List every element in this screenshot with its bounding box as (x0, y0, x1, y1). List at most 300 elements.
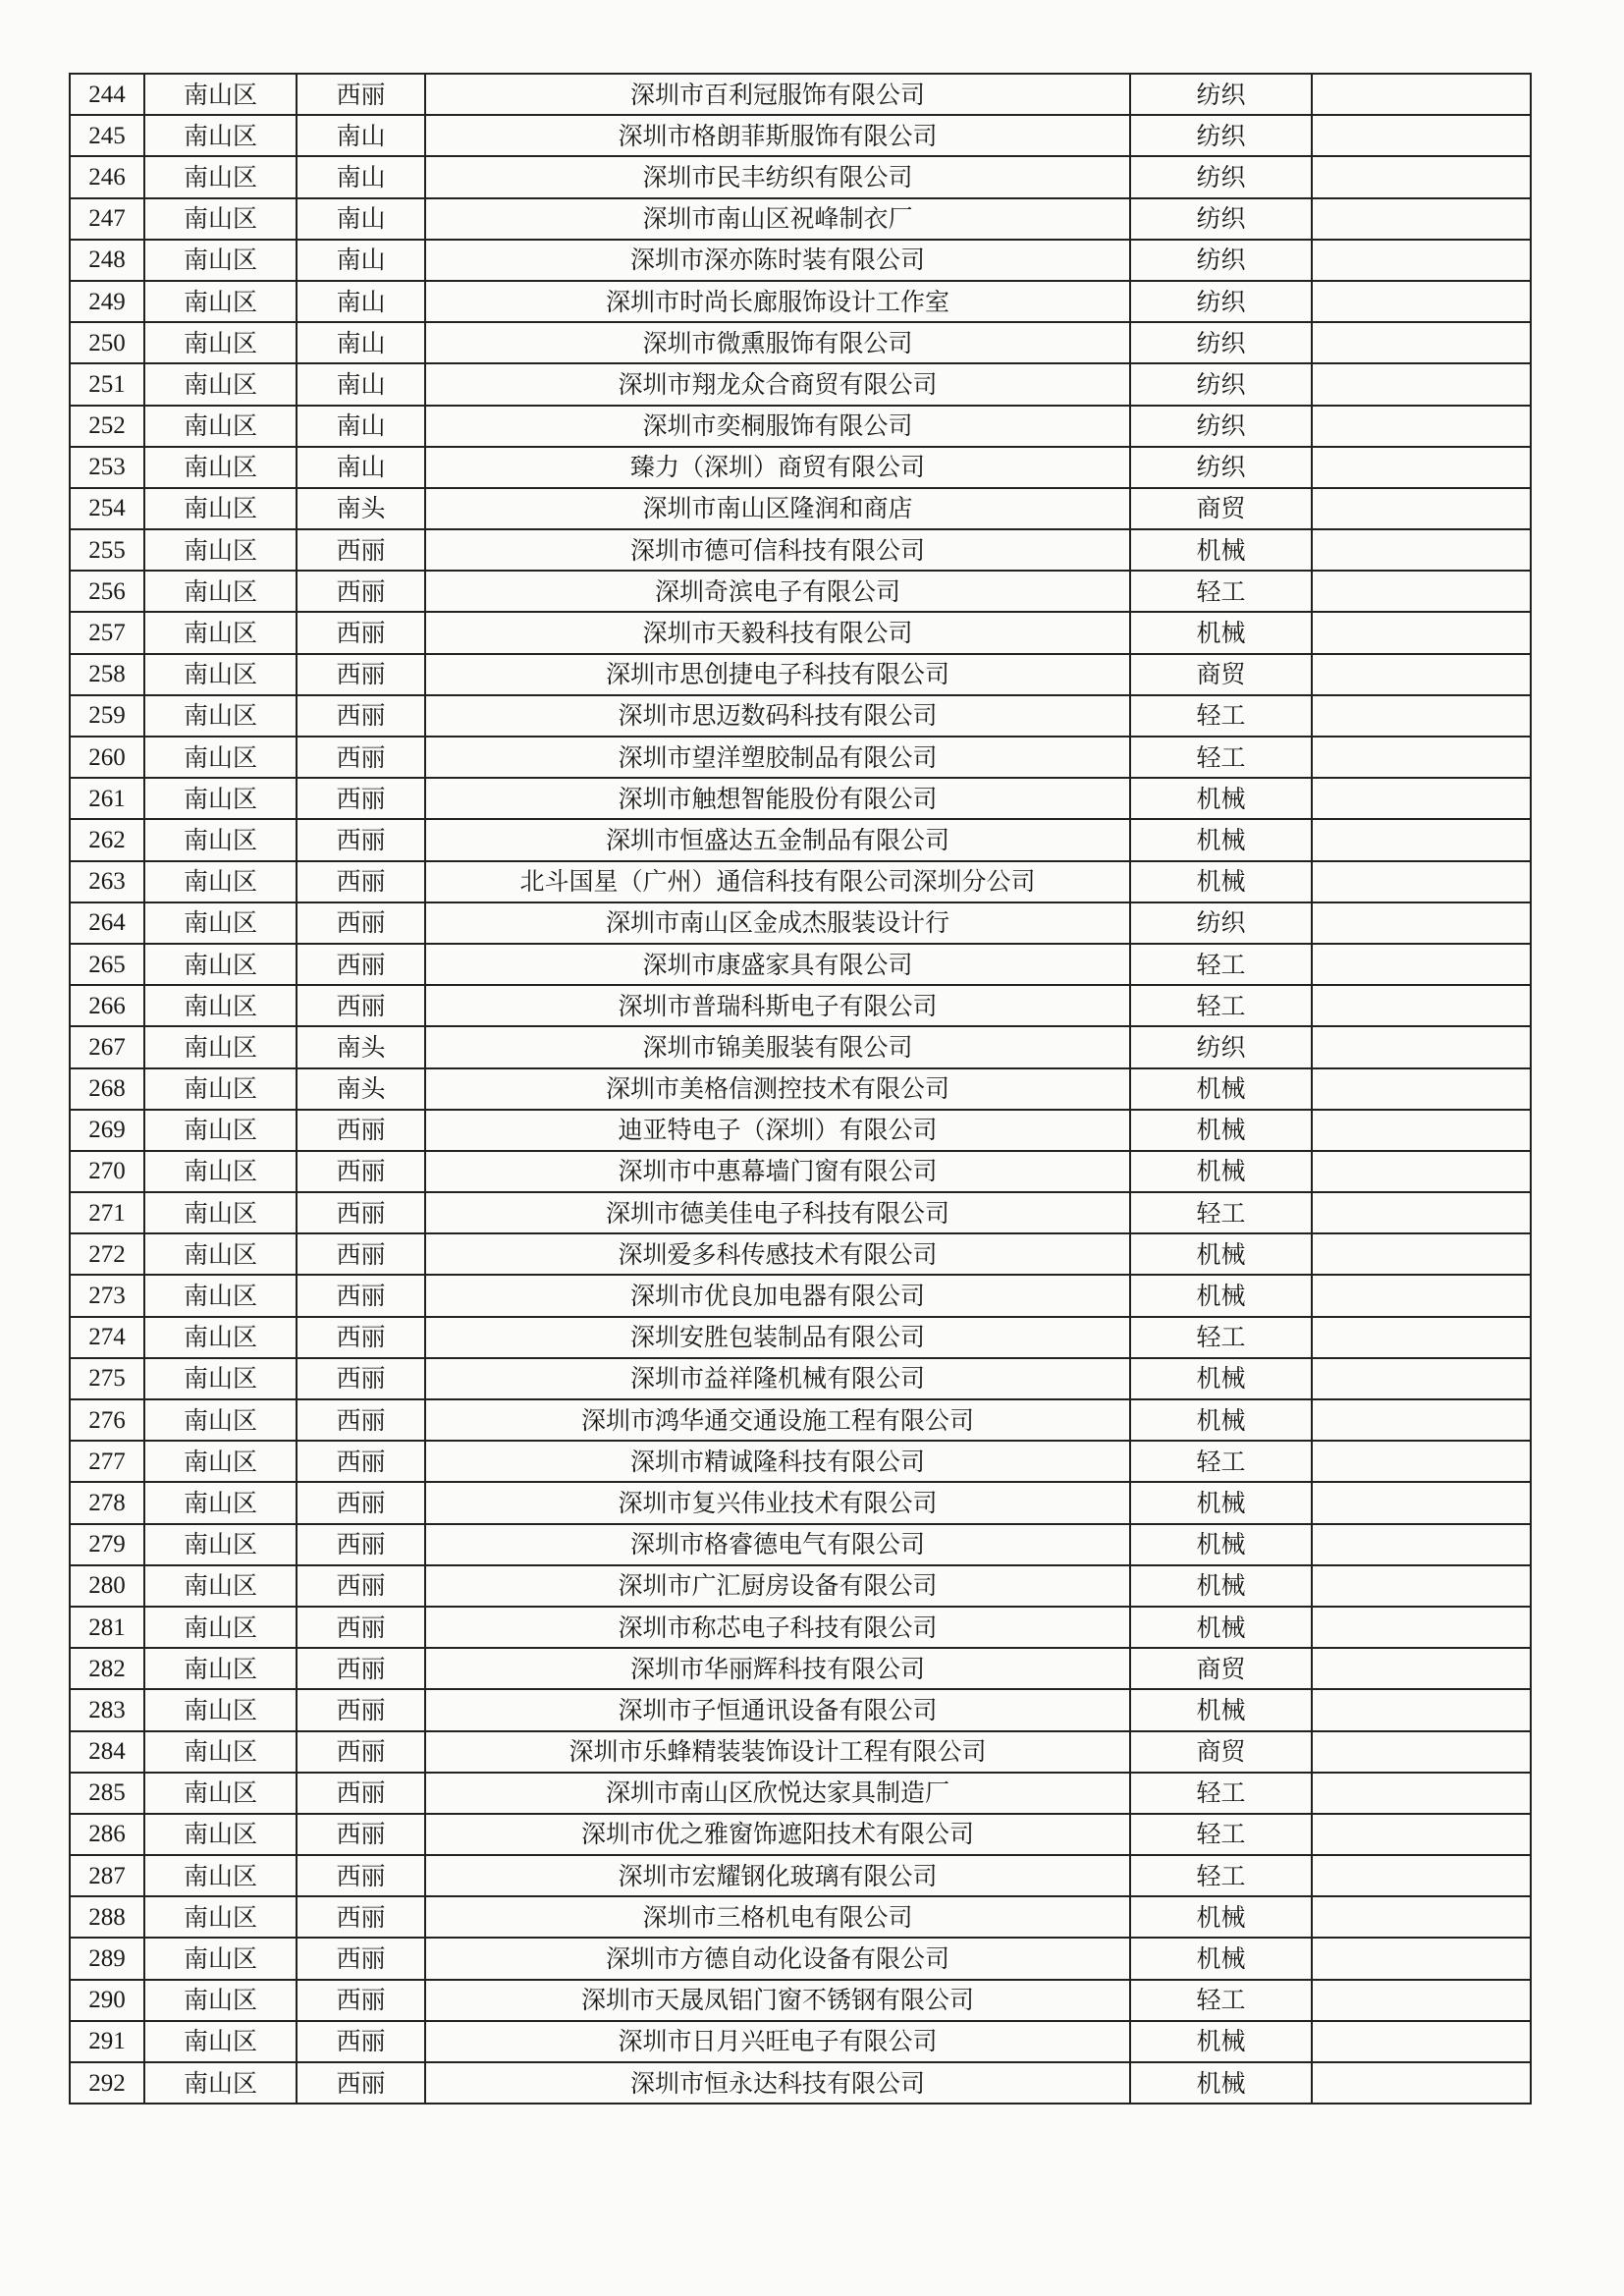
company-name-cell: 深圳市南山区祝峰制衣厂 (425, 198, 1130, 240)
subdistrict-cell: 西丽 (297, 1896, 425, 1938)
remarks-cell (1312, 1814, 1531, 1855)
table-row (70, 1358, 1531, 1399)
remarks-cell (1312, 985, 1531, 1026)
industry-cell: 机械 (1130, 819, 1312, 860)
subdistrict-cell: 南山 (297, 281, 425, 322)
company-name-cell: 深圳市美格信测控技术有限公司 (425, 1068, 1130, 1110)
industry-cell: 商贸 (1130, 488, 1312, 529)
industry-cell: 轻工 (1130, 1317, 1312, 1358)
subdistrict-cell: 西丽 (297, 1151, 425, 1192)
company-name-cell: 迪亚特电子（深圳）有限公司 (425, 1110, 1130, 1151)
remarks-cell (1312, 1648, 1531, 1689)
company-name-cell: 深圳市广汇厨房设备有限公司 (425, 1565, 1130, 1607)
industry-cell: 机械 (1130, 1896, 1312, 1938)
table-row (70, 1980, 1531, 2021)
district-cell: 南山区 (144, 1689, 297, 1730)
subdistrict-cell: 南山 (297, 406, 425, 447)
industry-cell: 轻工 (1130, 1814, 1312, 1855)
subdistrict-cell: 西丽 (297, 1814, 425, 1855)
district-cell: 南山区 (144, 819, 297, 860)
row-number-cell: 262 (70, 819, 144, 860)
subdistrict-cell: 西丽 (297, 695, 425, 737)
subdistrict-cell: 西丽 (297, 612, 425, 653)
table-row (70, 240, 1531, 281)
subdistrict-cell: 西丽 (297, 1233, 425, 1275)
industry-cell: 轻工 (1130, 944, 1312, 985)
table-row (70, 985, 1531, 1026)
row-number-cell: 263 (70, 861, 144, 902)
district-cell: 南山区 (144, 363, 297, 405)
remarks-cell (1312, 612, 1531, 653)
remarks-cell (1312, 1110, 1531, 1151)
subdistrict-cell: 西丽 (297, 1192, 425, 1233)
company-name-cell: 深圳市普瑞科斯电子有限公司 (425, 985, 1130, 1026)
remarks-cell (1312, 1399, 1531, 1441)
table-row (70, 1773, 1531, 1814)
company-name-cell: 深圳市乐蜂精装装饰设计工程有限公司 (425, 1731, 1130, 1773)
company-name-cell: 深圳市思迈数码科技有限公司 (425, 695, 1130, 737)
district-cell: 南山区 (144, 1026, 297, 1067)
table-row (70, 571, 1531, 612)
subdistrict-cell: 西丽 (297, 1980, 425, 2021)
row-number-cell: 287 (70, 1855, 144, 1896)
row-number-cell: 288 (70, 1896, 144, 1938)
remarks-cell (1312, 819, 1531, 860)
row-number-cell: 254 (70, 488, 144, 529)
company-name-cell: 深圳市深亦陈时装有限公司 (425, 240, 1130, 281)
industry-cell: 机械 (1130, 1565, 1312, 1607)
row-number-cell: 280 (70, 1565, 144, 1607)
remarks-cell (1312, 322, 1531, 363)
remarks-cell (1312, 695, 1531, 737)
table-row (70, 1607, 1531, 1648)
row-number-cell: 274 (70, 1317, 144, 1358)
industry-cell: 纺织 (1130, 363, 1312, 405)
company-name-cell: 深圳市恒盛达五金制品有限公司 (425, 819, 1130, 860)
row-number-cell: 283 (70, 1689, 144, 1730)
company-name-cell: 深圳市翔龙众合商贸有限公司 (425, 363, 1130, 405)
table-row (70, 1233, 1531, 1275)
district-cell: 南山区 (144, 1110, 297, 1151)
company-name-cell: 深圳市奕桐服饰有限公司 (425, 406, 1130, 447)
subdistrict-cell: 西丽 (297, 1565, 425, 1607)
remarks-cell (1312, 488, 1531, 529)
subdistrict-cell: 西丽 (297, 737, 425, 778)
table-row (70, 1565, 1531, 1607)
company-name-cell: 深圳市民丰纺织有限公司 (425, 156, 1130, 197)
company-name-cell: 深圳市天毅科技有限公司 (425, 612, 1130, 653)
table-row (70, 1896, 1531, 1938)
row-number-cell: 247 (70, 198, 144, 240)
table-row (70, 861, 1531, 902)
subdistrict-cell: 西丽 (297, 74, 425, 115)
remarks-cell (1312, 1068, 1531, 1110)
district-cell: 南山区 (144, 240, 297, 281)
remarks-cell (1312, 1317, 1531, 1358)
industry-cell: 轻工 (1130, 1192, 1312, 1233)
remarks-cell (1312, 1607, 1531, 1648)
industry-cell: 机械 (1130, 1068, 1312, 1110)
row-number-cell: 244 (70, 74, 144, 115)
company-name-cell: 深圳市日月兴旺电子有限公司 (425, 2021, 1130, 2062)
remarks-cell (1312, 1151, 1531, 1192)
district-cell: 南山区 (144, 1731, 297, 1773)
industry-cell: 机械 (1130, 1151, 1312, 1192)
row-number-cell: 275 (70, 1358, 144, 1399)
row-number-cell: 269 (70, 1110, 144, 1151)
subdistrict-cell: 西丽 (297, 1607, 425, 1648)
company-name-cell: 深圳市益祥隆机械有限公司 (425, 1358, 1130, 1399)
company-name-cell: 深圳市时尚长廊服饰设计工作室 (425, 281, 1130, 322)
subdistrict-cell: 南头 (297, 488, 425, 529)
remarks-cell (1312, 571, 1531, 612)
subdistrict-cell: 西丽 (297, 2021, 425, 2062)
remarks-cell (1312, 2021, 1531, 2062)
remarks-cell (1312, 1855, 1531, 1896)
row-number-cell: 281 (70, 1607, 144, 1648)
table-row (70, 447, 1531, 488)
table-row (70, 1855, 1531, 1896)
industry-cell: 纺织 (1130, 281, 1312, 322)
industry-cell: 纺织 (1130, 74, 1312, 115)
subdistrict-cell: 南头 (297, 1026, 425, 1067)
district-cell: 南山区 (144, 1565, 297, 1607)
remarks-cell (1312, 944, 1531, 985)
table-row (70, 1482, 1531, 1523)
subdistrict-cell: 西丽 (297, 778, 425, 819)
table-row (70, 1026, 1531, 1067)
table-row (70, 737, 1531, 778)
subdistrict-cell: 南山 (297, 240, 425, 281)
row-number-cell: 249 (70, 281, 144, 322)
company-name-cell: 深圳市百利冠服饰有限公司 (425, 74, 1130, 115)
district-cell: 南山区 (144, 1607, 297, 1648)
remarks-cell (1312, 1358, 1531, 1399)
table-row (70, 156, 1531, 197)
table-body (70, 74, 1531, 2104)
subdistrict-cell: 西丽 (297, 902, 425, 944)
company-name-cell: 臻力（深圳）商贸有限公司 (425, 447, 1130, 488)
industry-cell: 纺织 (1130, 406, 1312, 447)
subdistrict-cell: 西丽 (297, 944, 425, 985)
row-number-cell: 253 (70, 447, 144, 488)
row-number-cell: 289 (70, 1938, 144, 1979)
district-cell: 南山区 (144, 115, 297, 156)
district-cell: 南山区 (144, 1896, 297, 1938)
remarks-cell (1312, 281, 1531, 322)
row-number-cell: 265 (70, 944, 144, 985)
subdistrict-cell: 西丽 (297, 1399, 425, 1441)
remarks-cell (1312, 198, 1531, 240)
table-row (70, 612, 1531, 653)
table-row (70, 1938, 1531, 1979)
row-number-cell: 292 (70, 2062, 144, 2104)
subdistrict-cell: 西丽 (297, 1855, 425, 1896)
remarks-cell (1312, 363, 1531, 405)
industry-cell: 轻工 (1130, 571, 1312, 612)
company-name-cell: 深圳市鸿华通交通设施工程有限公司 (425, 1399, 1130, 1441)
subdistrict-cell: 西丽 (297, 1938, 425, 1979)
subdistrict-cell: 西丽 (297, 529, 425, 571)
table-row (70, 115, 1531, 156)
company-name-cell: 深圳市精诚隆科技有限公司 (425, 1441, 1130, 1482)
table-row (70, 281, 1531, 322)
remarks-cell (1312, 654, 1531, 695)
row-number-cell: 273 (70, 1275, 144, 1316)
row-number-cell: 282 (70, 1648, 144, 1689)
industry-cell: 机械 (1130, 1524, 1312, 1565)
row-number-cell: 252 (70, 406, 144, 447)
table-row (70, 529, 1531, 571)
table-row (70, 1441, 1531, 1482)
table-row (70, 198, 1531, 240)
row-number-cell: 286 (70, 1814, 144, 1855)
industry-cell: 轻工 (1130, 737, 1312, 778)
company-name-cell: 深圳市中惠幕墙门窗有限公司 (425, 1151, 1130, 1192)
table-row (70, 1524, 1531, 1565)
company-name-cell: 深圳市微熏服饰有限公司 (425, 322, 1130, 363)
table-row (70, 406, 1531, 447)
company-name-cell: 深圳市德可信科技有限公司 (425, 529, 1130, 571)
industry-cell: 纺织 (1130, 902, 1312, 944)
company-name-cell: 深圳市方德自动化设备有限公司 (425, 1938, 1130, 1979)
industry-cell: 机械 (1130, 2021, 1312, 2062)
subdistrict-cell: 西丽 (297, 1524, 425, 1565)
industry-cell: 机械 (1130, 778, 1312, 819)
district-cell: 南山区 (144, 612, 297, 653)
industry-cell: 纺织 (1130, 322, 1312, 363)
row-number-cell: 284 (70, 1731, 144, 1773)
row-number-cell: 259 (70, 695, 144, 737)
company-name-cell: 深圳市优良加电器有限公司 (425, 1275, 1130, 1316)
subdistrict-cell: 西丽 (297, 819, 425, 860)
remarks-cell (1312, 115, 1531, 156)
subdistrict-cell: 西丽 (297, 1731, 425, 1773)
district-cell: 南山区 (144, 778, 297, 819)
row-number-cell: 271 (70, 1192, 144, 1233)
table-row (70, 778, 1531, 819)
subdistrict-cell: 南山 (297, 447, 425, 488)
district-cell: 南山区 (144, 322, 297, 363)
subdistrict-cell: 西丽 (297, 654, 425, 695)
industry-cell: 纺织 (1130, 115, 1312, 156)
row-number-cell: 291 (70, 2021, 144, 2062)
table-row (70, 1814, 1531, 1855)
table-row (70, 1110, 1531, 1151)
subdistrict-cell: 西丽 (297, 985, 425, 1026)
district-cell: 南山区 (144, 1648, 297, 1689)
remarks-cell (1312, 1980, 1531, 2021)
row-number-cell: 266 (70, 985, 144, 1026)
row-number-cell: 270 (70, 1151, 144, 1192)
remarks-cell (1312, 447, 1531, 488)
subdistrict-cell: 西丽 (297, 1317, 425, 1358)
district-cell: 南山区 (144, 1938, 297, 1979)
table-row (70, 488, 1531, 529)
row-number-cell: 255 (70, 529, 144, 571)
table-row (70, 1275, 1531, 1316)
subdistrict-cell: 西丽 (297, 1773, 425, 1814)
table-row (70, 2021, 1531, 2062)
company-name-cell: 深圳市华丽辉科技有限公司 (425, 1648, 1130, 1689)
company-name-cell: 深圳市康盛家具有限公司 (425, 944, 1130, 985)
row-number-cell: 278 (70, 1482, 144, 1523)
district-cell: 南山区 (144, 1773, 297, 1814)
table-row (70, 322, 1531, 363)
company-name-cell: 深圳市子恒通讯设备有限公司 (425, 1689, 1130, 1730)
industry-cell: 商贸 (1130, 1648, 1312, 1689)
district-cell: 南山区 (144, 654, 297, 695)
row-number-cell: 261 (70, 778, 144, 819)
subdistrict-cell: 南头 (297, 1068, 425, 1110)
company-name-cell: 深圳安胜包装制品有限公司 (425, 1317, 1130, 1358)
subdistrict-cell: 西丽 (297, 1441, 425, 1482)
row-number-cell: 285 (70, 1773, 144, 1814)
district-cell: 南山区 (144, 1317, 297, 1358)
industry-cell: 机械 (1130, 1233, 1312, 1275)
industry-cell: 纺织 (1130, 156, 1312, 197)
district-cell: 南山区 (144, 74, 297, 115)
district-cell: 南山区 (144, 156, 297, 197)
remarks-cell (1312, 156, 1531, 197)
industry-cell: 机械 (1130, 612, 1312, 653)
remarks-cell (1312, 1524, 1531, 1565)
table-row (70, 1399, 1531, 1441)
row-number-cell: 272 (70, 1233, 144, 1275)
industry-cell: 纺织 (1130, 1026, 1312, 1067)
row-number-cell: 276 (70, 1399, 144, 1441)
remarks-cell (1312, 2062, 1531, 2104)
industry-cell: 机械 (1130, 1399, 1312, 1441)
remarks-cell (1312, 1026, 1531, 1067)
district-cell: 南山区 (144, 737, 297, 778)
industry-cell: 机械 (1130, 861, 1312, 902)
company-name-cell: 深圳市触想智能股份有限公司 (425, 778, 1130, 819)
company-name-cell: 深圳市天晟凤铝门窗不锈钢有限公司 (425, 1980, 1130, 2021)
table-row (70, 74, 1531, 115)
table-row (70, 1317, 1531, 1358)
industry-cell: 机械 (1130, 1110, 1312, 1151)
remarks-cell (1312, 861, 1531, 902)
row-number-cell: 268 (70, 1068, 144, 1110)
subdistrict-cell: 南山 (297, 115, 425, 156)
subdistrict-cell: 西丽 (297, 1482, 425, 1523)
district-cell: 南山区 (144, 1233, 297, 1275)
district-cell: 南山区 (144, 1068, 297, 1110)
industry-cell: 纺织 (1130, 240, 1312, 281)
district-cell: 南山区 (144, 1855, 297, 1896)
remarks-cell (1312, 1731, 1531, 1773)
table-row (70, 1689, 1531, 1730)
industry-cell: 机械 (1130, 2062, 1312, 2104)
subdistrict-cell: 西丽 (297, 1689, 425, 1730)
company-name-cell: 深圳市宏耀钢化玻璃有限公司 (425, 1855, 1130, 1896)
row-number-cell: 258 (70, 654, 144, 695)
district-cell: 南山区 (144, 571, 297, 612)
row-number-cell: 277 (70, 1441, 144, 1482)
row-number-cell: 248 (70, 240, 144, 281)
enterprise-list-table (69, 73, 1532, 2105)
subdistrict-cell: 西丽 (297, 2062, 425, 2104)
remarks-cell (1312, 1689, 1531, 1730)
remarks-cell (1312, 1773, 1531, 1814)
district-cell: 南山区 (144, 1524, 297, 1565)
district-cell: 南山区 (144, 1151, 297, 1192)
company-name-cell: 深圳市思创捷电子科技有限公司 (425, 654, 1130, 695)
row-number-cell: 245 (70, 115, 144, 156)
subdistrict-cell: 西丽 (297, 571, 425, 612)
remarks-cell (1312, 1938, 1531, 1979)
company-name-cell: 深圳市德美佳电子科技有限公司 (425, 1192, 1130, 1233)
table-row (70, 902, 1531, 944)
company-name-cell: 北斗国星（广州）通信科技有限公司深圳分公司 (425, 861, 1130, 902)
industry-cell: 轻工 (1130, 695, 1312, 737)
district-cell: 南山区 (144, 1275, 297, 1316)
company-name-cell: 深圳市南山区隆润和商店 (425, 488, 1130, 529)
row-number-cell: 256 (70, 571, 144, 612)
company-name-cell: 深圳市南山区金成杰服装设计行 (425, 902, 1130, 944)
row-number-cell: 251 (70, 363, 144, 405)
industry-cell: 机械 (1130, 1607, 1312, 1648)
district-cell: 南山区 (144, 1192, 297, 1233)
table-row (70, 1731, 1531, 1773)
district-cell: 南山区 (144, 529, 297, 571)
industry-cell: 机械 (1130, 1358, 1312, 1399)
subdistrict-cell: 南山 (297, 363, 425, 405)
company-name-cell: 深圳市优之雅窗饰遮阳技术有限公司 (425, 1814, 1130, 1855)
table-row (70, 944, 1531, 985)
table-row (70, 1648, 1531, 1689)
remarks-cell (1312, 902, 1531, 944)
remarks-cell (1312, 1565, 1531, 1607)
remarks-cell (1312, 778, 1531, 819)
row-number-cell: 290 (70, 1980, 144, 2021)
district-cell: 南山区 (144, 944, 297, 985)
industry-cell: 纺织 (1130, 447, 1312, 488)
subdistrict-cell: 南山 (297, 198, 425, 240)
row-number-cell: 257 (70, 612, 144, 653)
row-number-cell: 267 (70, 1026, 144, 1067)
industry-cell: 轻工 (1130, 1855, 1312, 1896)
subdistrict-cell: 西丽 (297, 1648, 425, 1689)
remarks-cell (1312, 1896, 1531, 1938)
district-cell: 南山区 (144, 406, 297, 447)
company-name-cell: 深圳市称芯电子科技有限公司 (425, 1607, 1130, 1648)
industry-cell: 轻工 (1130, 985, 1312, 1026)
table-row (70, 819, 1531, 860)
industry-cell: 机械 (1130, 529, 1312, 571)
industry-cell: 商贸 (1130, 1731, 1312, 1773)
row-number-cell: 279 (70, 1524, 144, 1565)
district-cell: 南山区 (144, 861, 297, 902)
district-cell: 南山区 (144, 2062, 297, 2104)
subdistrict-cell: 西丽 (297, 1358, 425, 1399)
table-row (70, 1151, 1531, 1192)
row-number-cell: 250 (70, 322, 144, 363)
company-name-cell: 深圳爱多科传感技术有限公司 (425, 1233, 1130, 1275)
table-row (70, 654, 1531, 695)
company-name-cell: 深圳市格朗菲斯服饰有限公司 (425, 115, 1130, 156)
subdistrict-cell: 西丽 (297, 861, 425, 902)
remarks-cell (1312, 406, 1531, 447)
district-cell: 南山区 (144, 447, 297, 488)
district-cell: 南山区 (144, 1814, 297, 1855)
remarks-cell (1312, 1482, 1531, 1523)
district-cell: 南山区 (144, 2021, 297, 2062)
row-number-cell: 260 (70, 737, 144, 778)
industry-cell: 机械 (1130, 1275, 1312, 1316)
subdistrict-cell: 西丽 (297, 1110, 425, 1151)
